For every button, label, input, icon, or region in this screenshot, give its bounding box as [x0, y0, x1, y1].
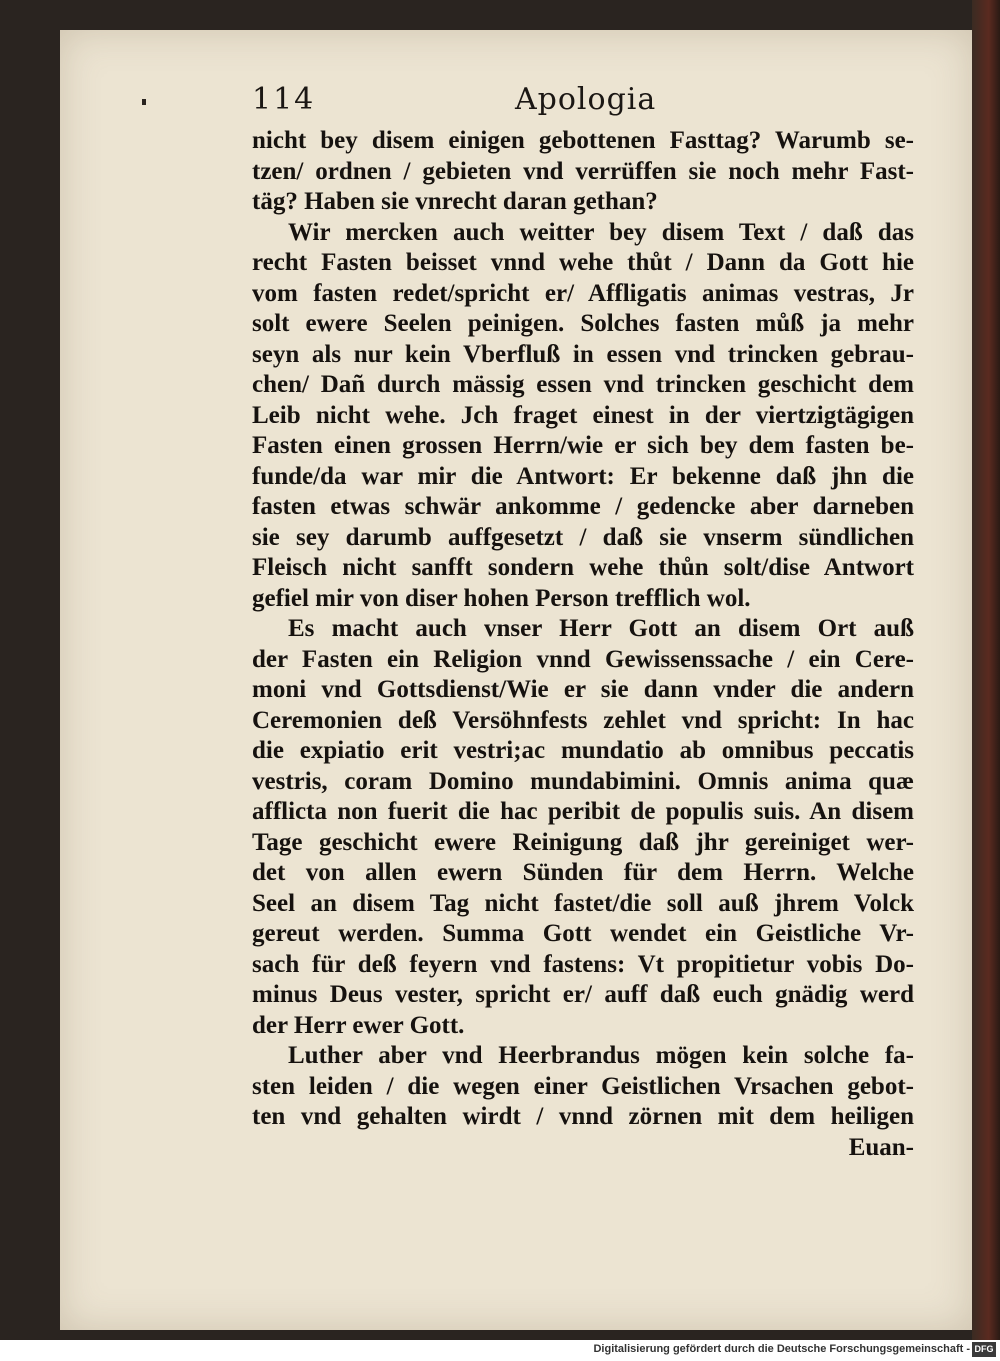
text-line: Fleisch nicht sanfft sondern wehe thůn solt/dise Antwort [252, 554, 914, 581]
text-line: sten leiden / die wegen einer Geistlichen Vrsachen gebot- [252, 1072, 914, 1100]
text-line: Ceremonien deß Versöhnfests zehlet vnd spricht: In hac [252, 706, 914, 734]
text-line: ten vnd gehalten wirdt / vnnd zörnen mit dem heiligen [252, 1103, 914, 1130]
text-line: chen/ Dañ durch mässig essen vnd trincken geschicht dem [252, 371, 914, 398]
text-line: seyn als nur kein Vberfluß in essen vnd trincken gebrau- [252, 340, 914, 368]
text-line: gefiel mir von diser hohen Person trefflich wol. [252, 584, 751, 612]
page-header [252, 82, 912, 126]
text-line: tzen/ ordnen / gebieten vnd verrüffen sie noch mehr Fast- [252, 157, 914, 185]
text-line: recht Fasten beisset vnnd wehe thůt / Dann da Gott hie [252, 249, 914, 276]
book-spine [972, 0, 1000, 1340]
margin-mark [142, 99, 146, 105]
text-line: minus Deus vester, spricht er/ auff daß euch gnädig werd [252, 981, 914, 1008]
text-line: moni vnd Gottsdienst/Wie er sie dann vnder die andern [252, 676, 914, 703]
text-line: Tage geschicht ewere Reinigung daß jhr gereiniget wer- [252, 828, 914, 856]
catchword: Euan- [848, 1133, 914, 1161]
text-line: vestris, coram Domino mundabimini. Omnis anima quæ [252, 767, 914, 795]
page-number: 114 [252, 82, 316, 117]
text-line: täg? Haben sie vnrecht daran gethan? [252, 188, 658, 215]
text-line: vom fasten redet/spricht er/ Affligatis animas vestras, Jr [252, 279, 914, 307]
text-line: Leib nicht wehe. Jch fraget einest in der viertzigtägigen [252, 401, 914, 429]
digitization-footer [0, 1340, 1000, 1361]
text-line: Fasten einen grossen Herrn/wie er sich bey dem fasten be- [252, 432, 914, 459]
text-line: afflicta non fuerit die hac peribit de populis suis. An disem [252, 798, 914, 825]
body-text [252, 126, 914, 1163]
text-line: Seel an disem Tag nicht fastet/die soll auß jhrem Volck [252, 889, 914, 917]
text-line: Es macht auch vnser Herr Gott an disem Ort auß [288, 615, 914, 642]
text-line: det von allen ewern Sünden für dem Herrn. Welche [252, 859, 914, 886]
text-line: der Fasten ein Religion vnnd Gewissenssache / ein Cere- [252, 645, 914, 673]
text-line: sach für deß feyern vnd fastens: Vt propitietur vobis Do- [252, 950, 914, 978]
text-line: solt ewere Seelen peinigen. Solches fasten můß ja mehr [252, 310, 914, 337]
text-line: Wir mercken auch weitter bey disem Text / daß das [288, 218, 914, 246]
text-line: Luther aber vnd Heerbrandus mögen kein solche fa- [288, 1042, 914, 1069]
text-line: nicht bey disem einigen gebottenen Fasttag? Warumb se- [252, 127, 914, 154]
text-line: der Herr ewer Gott. [252, 1011, 465, 1039]
running-title: Apologia [515, 82, 657, 117]
dfg-logo: DFG [972, 1342, 996, 1357]
text-line: die expiatio erit vestri;ac mundatio ab omnibus peccatis [252, 737, 914, 764]
text-line: funde/da war mir die Antwort: Er bekenne daß jhn die [252, 462, 914, 490]
text-line: fasten etwas schwär ankomme / gedencke aber darneben [252, 493, 914, 520]
funding-credit: Digitalisierung gefördert durch die Deutsche Forschungsgemeinschaft - [593, 1343, 970, 1355]
text-line: sie sey darumb auffgesetzt / daß sie vnserm sündlichen [252, 523, 914, 551]
text-line: gereut werden. Summa Gott wendet ein Geistliche Vr- [252, 920, 914, 947]
